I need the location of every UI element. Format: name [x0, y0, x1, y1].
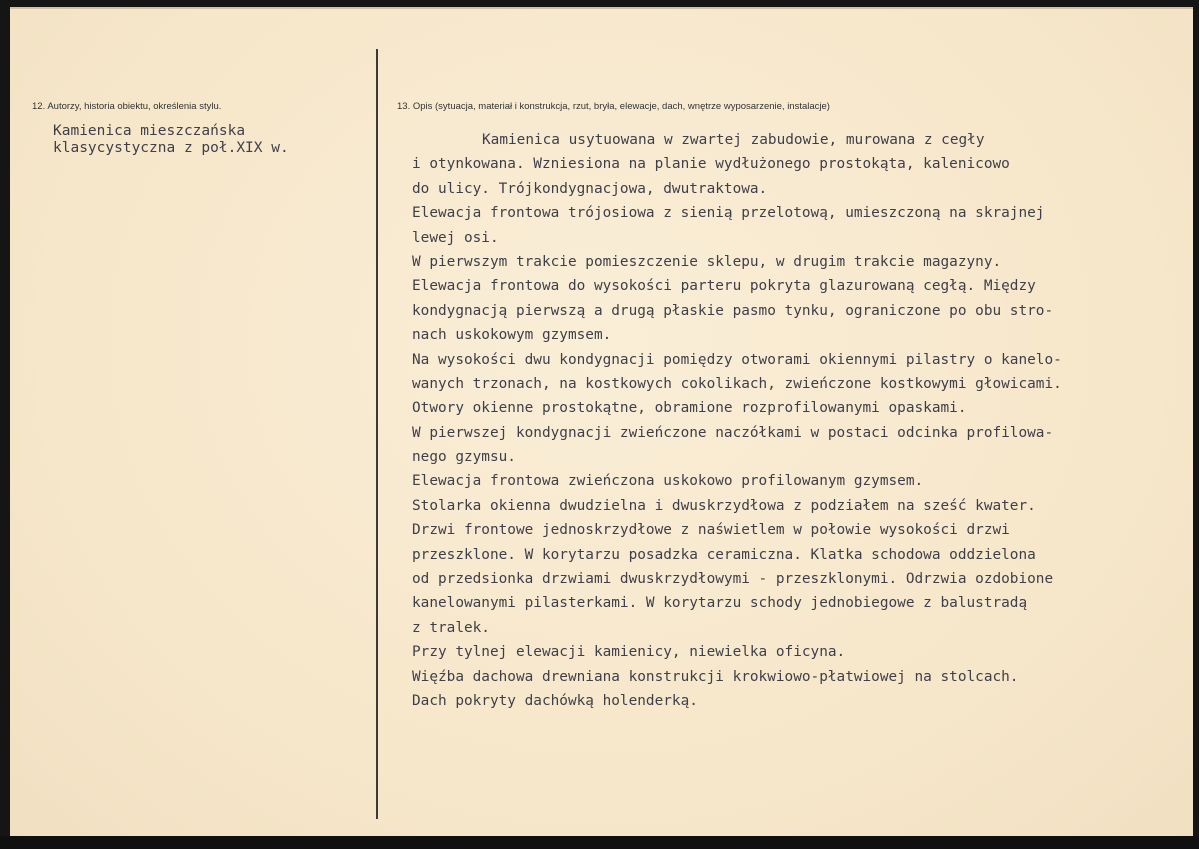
column-divider — [376, 49, 378, 819]
style-line: klasycystyczna z poł.XIX w. — [53, 140, 289, 156]
description-line: i otynkowana. Wzniesiona na planie wydłużonego prostokąta, kalenicowo — [412, 156, 1010, 173]
style-line: Kamienica mieszczańska — [53, 123, 246, 139]
description-line: Na wysokości dwu kondygnacji pomiędzy otworami okiennymi pilastry o kanelo- — [412, 351, 1062, 368]
description-line: nego gzymsu. — [412, 449, 516, 466]
description-line: W pierwszej kondygnacji zwieńczone naczółkami w postaci odcinka profilowa- — [412, 424, 1054, 441]
description-line: nach uskokowym gzymsem. — [412, 327, 612, 344]
record-card — [10, 7, 1193, 838]
description-line: W pierwszym trakcie pomieszczenie sklepu, w drugim trakcie magazyny. — [412, 253, 1002, 270]
description-line: lewej osi. — [412, 229, 499, 246]
description-line: Przy tylnej elewacji kamienicy, niewielka oficyna. — [412, 644, 846, 661]
description-line: od przedsionka drzwiami dwuskrzydłowymi - przeszklonymi. Odrzwia ozdobione — [412, 571, 1054, 588]
description-line: Kamienica usytuowana w zwartej zabudowie, murowana z cegły — [482, 132, 985, 148]
description-line: Stolarka okienna dwudzielna i dwuskrzydłowa z podziałem na sześć kwater. — [412, 497, 1036, 514]
description-label: 13. Opis (sytuacja, materiał i konstrukcja, rzut, bryła, elewacje, dach, wnętrze wyposarzenie, instalacje) — [397, 101, 830, 112]
description-line: Drzwi frontowe jednoskrzydłowe z naświetlem w połowie wysokości drzwi — [412, 522, 1010, 539]
building-description — [412, 128, 1062, 713]
description-line: Elewacja frontowa zwieńczona uskokowo profilowanym gzymsem. — [412, 473, 924, 490]
description-line: z tralek. — [412, 619, 490, 636]
style-description — [53, 123, 289, 157]
description-line: Otwory okienne prostokątne, obramione rozprofilowanymi opaskami. — [412, 400, 967, 417]
description-line: Więźba dachowa drewniana konstrukcji krokwiowo-płatwiowej na stolcach. — [412, 668, 1019, 685]
description-line: kondygnacją pierwszą a drugą płaskie pasmo tynku, ograniczone po obu stro- — [412, 302, 1054, 319]
description-line: Elewacja frontowa trójosiowa z sienią przelotową, umieszczoną na skrajnej — [412, 205, 1045, 222]
description-line: Elewacja frontowa do wysokości parteru pokryta glazurowaną cegłą. Między — [412, 278, 1036, 295]
description-line: do ulicy. Trójkondygnacjowa, dwutraktowa. — [412, 180, 768, 197]
scan-border — [0, 836, 1199, 849]
authors-history-style-label: 12. Autorzy, historia obiektu, określenia stylu. — [32, 101, 222, 112]
description-line: kanelowanymi pilasterkami. W korytarzu schody jednobiegowe z balustradą — [412, 595, 1028, 612]
description-line: wanych trzonach, na kostkowych cokolikach, zwieńczone kostkowymi głowicami. — [412, 375, 1062, 392]
description-line: Dach pokryty dachówką holenderką. — [412, 692, 698, 709]
description-line: przeszklone. W korytarzu posadzka ceramiczna. Klatka schodowa oddzielona — [412, 546, 1036, 563]
